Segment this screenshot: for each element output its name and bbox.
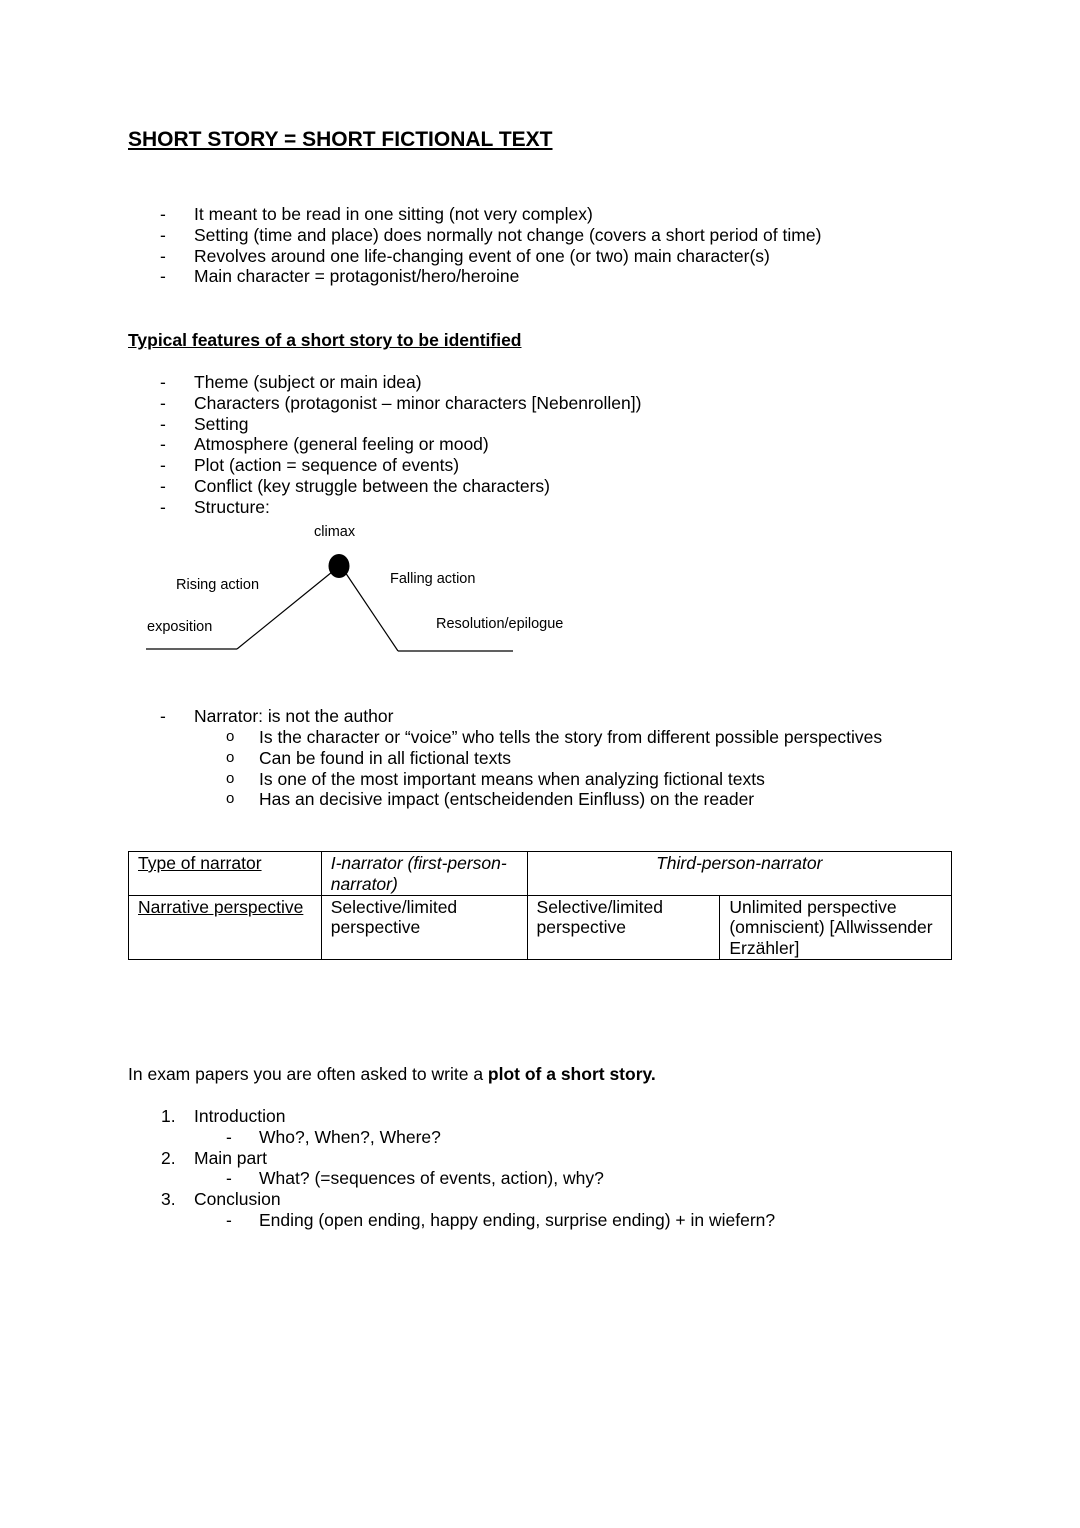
narrator-list <box>0 706 393 727</box>
list-item <box>0 769 882 790</box>
step-label: Main part <box>194 1147 267 1168</box>
step-label: Introduction <box>194 1106 286 1126</box>
list-item <box>0 266 821 287</box>
dash-bullet: - <box>160 706 166 726</box>
list-item <box>0 789 882 810</box>
dash-bullet: - <box>160 434 166 455</box>
list-item-text: Is the character or “voice” who tells the story from different possible perspectives <box>259 727 883 747</box>
intro-list <box>0 204 821 287</box>
plot-structure-graphic <box>0 520 600 670</box>
dash-bullet: - <box>160 455 166 476</box>
table-cell: Third-person-narrator <box>527 852 951 896</box>
narrator-table <box>128 851 952 960</box>
features-heading: Typical features of a short story to be identified <box>128 330 522 350</box>
step-label: Conclusion <box>194 1189 281 1210</box>
table-cell <box>129 852 322 896</box>
list-item-text: Atmosphere (general feeling or mood) <box>194 434 489 455</box>
list-item <box>0 476 641 497</box>
list-item <box>0 706 393 727</box>
climax-dot <box>329 554 350 578</box>
list-item <box>0 393 641 414</box>
dash-bullet: - <box>160 413 166 434</box>
type-of-narrator-label: Type of narrator <box>138 853 262 873</box>
list-item <box>0 225 821 246</box>
table-cell: Selective/limited perspective <box>321 895 527 959</box>
dash-bullet: - <box>160 372 166 392</box>
list-item-text: Setting <box>194 413 249 434</box>
features-list <box>0 372 641 518</box>
dash-bullet: - <box>160 392 166 413</box>
plot-structure-diagram <box>0 520 600 670</box>
dash-bullet: - <box>160 475 166 496</box>
dash-bullet: - <box>160 204 166 224</box>
list-item <box>0 727 882 748</box>
dash-bullet: - <box>226 1126 232 1147</box>
dash-bullet: - <box>160 245 166 266</box>
step-detail: What? (=sequences of events, action), why? <box>259 1168 604 1189</box>
table-row <box>129 895 952 959</box>
table-cell: I-narrator (first-person-narrator) <box>321 852 527 896</box>
circle-bullet: o <box>226 769 235 787</box>
list-item-text: Has an decisive impact (entscheidenden Einfluss) on the reader <box>259 789 755 810</box>
circle-bullet: o <box>226 790 235 808</box>
resolution-label: Resolution/epilogue <box>436 616 564 632</box>
list-item-text: Conflict (key struggle between the characters) <box>194 475 550 496</box>
list-item-text: Main character = protagonist/hero/heroine <box>194 266 520 287</box>
rising-action-label: Rising action <box>176 577 260 593</box>
list-item <box>0 497 641 518</box>
list-item <box>0 414 641 435</box>
list-item-text: Characters (protagonist – minor characters [Nebenrollen]) <box>194 392 642 413</box>
list-item <box>0 434 641 455</box>
list-item-text: Can be found in all fictional texts <box>259 747 511 768</box>
circle-bullet: o <box>226 728 235 745</box>
dash-bullet: - <box>160 496 166 517</box>
page-title: SHORT STORY = SHORT FICTIONAL TEXT <box>128 128 553 151</box>
dash-bullet: - <box>226 1168 232 1189</box>
step-number: 1. <box>161 1106 176 1126</box>
table-cell: Selective/limited perspective <box>527 895 720 959</box>
list-item-text: Revolves around one life-changing event of one (or two) main character(s) <box>194 245 770 266</box>
list-item-text: It meant to be read in one sitting (not very complex) <box>194 204 593 224</box>
list-item-text: Plot (action = sequence of events) <box>194 455 460 476</box>
dash-bullet: - <box>226 1209 232 1230</box>
list-item <box>0 204 821 225</box>
narrative-perspective-label: Narrative perspective <box>138 896 304 917</box>
list-item-text: Theme (subject or main idea) <box>194 372 422 392</box>
step-number: 3. <box>161 1189 176 1210</box>
dash-bullet: - <box>160 224 166 245</box>
exam-note-text: In exam papers you are often asked to write a <box>128 1064 488 1084</box>
narrator-label: Narrator: is not the author <box>194 706 394 726</box>
step-detail: Ending (open ending, happy ending, surprise ending) + in wiefern? <box>259 1209 776 1230</box>
dash-bullet: - <box>160 266 166 287</box>
table-cell <box>129 895 322 959</box>
table-cell: Unlimited perspective (omniscient) [Allwissender Erzähler] <box>720 895 952 959</box>
exam-note-bold: plot of a short story. <box>487 1064 656 1084</box>
step-detail: Who?, When?, Where? <box>259 1126 441 1147</box>
list-item <box>0 246 821 267</box>
climax-label: climax <box>314 524 356 540</box>
list-item <box>0 372 641 393</box>
exam-note <box>128 1064 656 1085</box>
falling-action-label: Falling action <box>390 571 476 587</box>
list-item-text: Is one of the most important means when analyzing fictional texts <box>259 768 765 789</box>
exposition-label: exposition <box>147 619 213 635</box>
list-item <box>0 748 882 769</box>
narrator-points <box>0 727 882 810</box>
table-row <box>129 852 952 896</box>
step-number: 2. <box>161 1147 176 1168</box>
list-item-text: Structure: <box>194 496 270 517</box>
circle-bullet: o <box>226 748 235 766</box>
list-item <box>0 455 641 476</box>
list-item-text: Setting (time and place) does normally not change (covers a short period of time) <box>194 224 822 245</box>
